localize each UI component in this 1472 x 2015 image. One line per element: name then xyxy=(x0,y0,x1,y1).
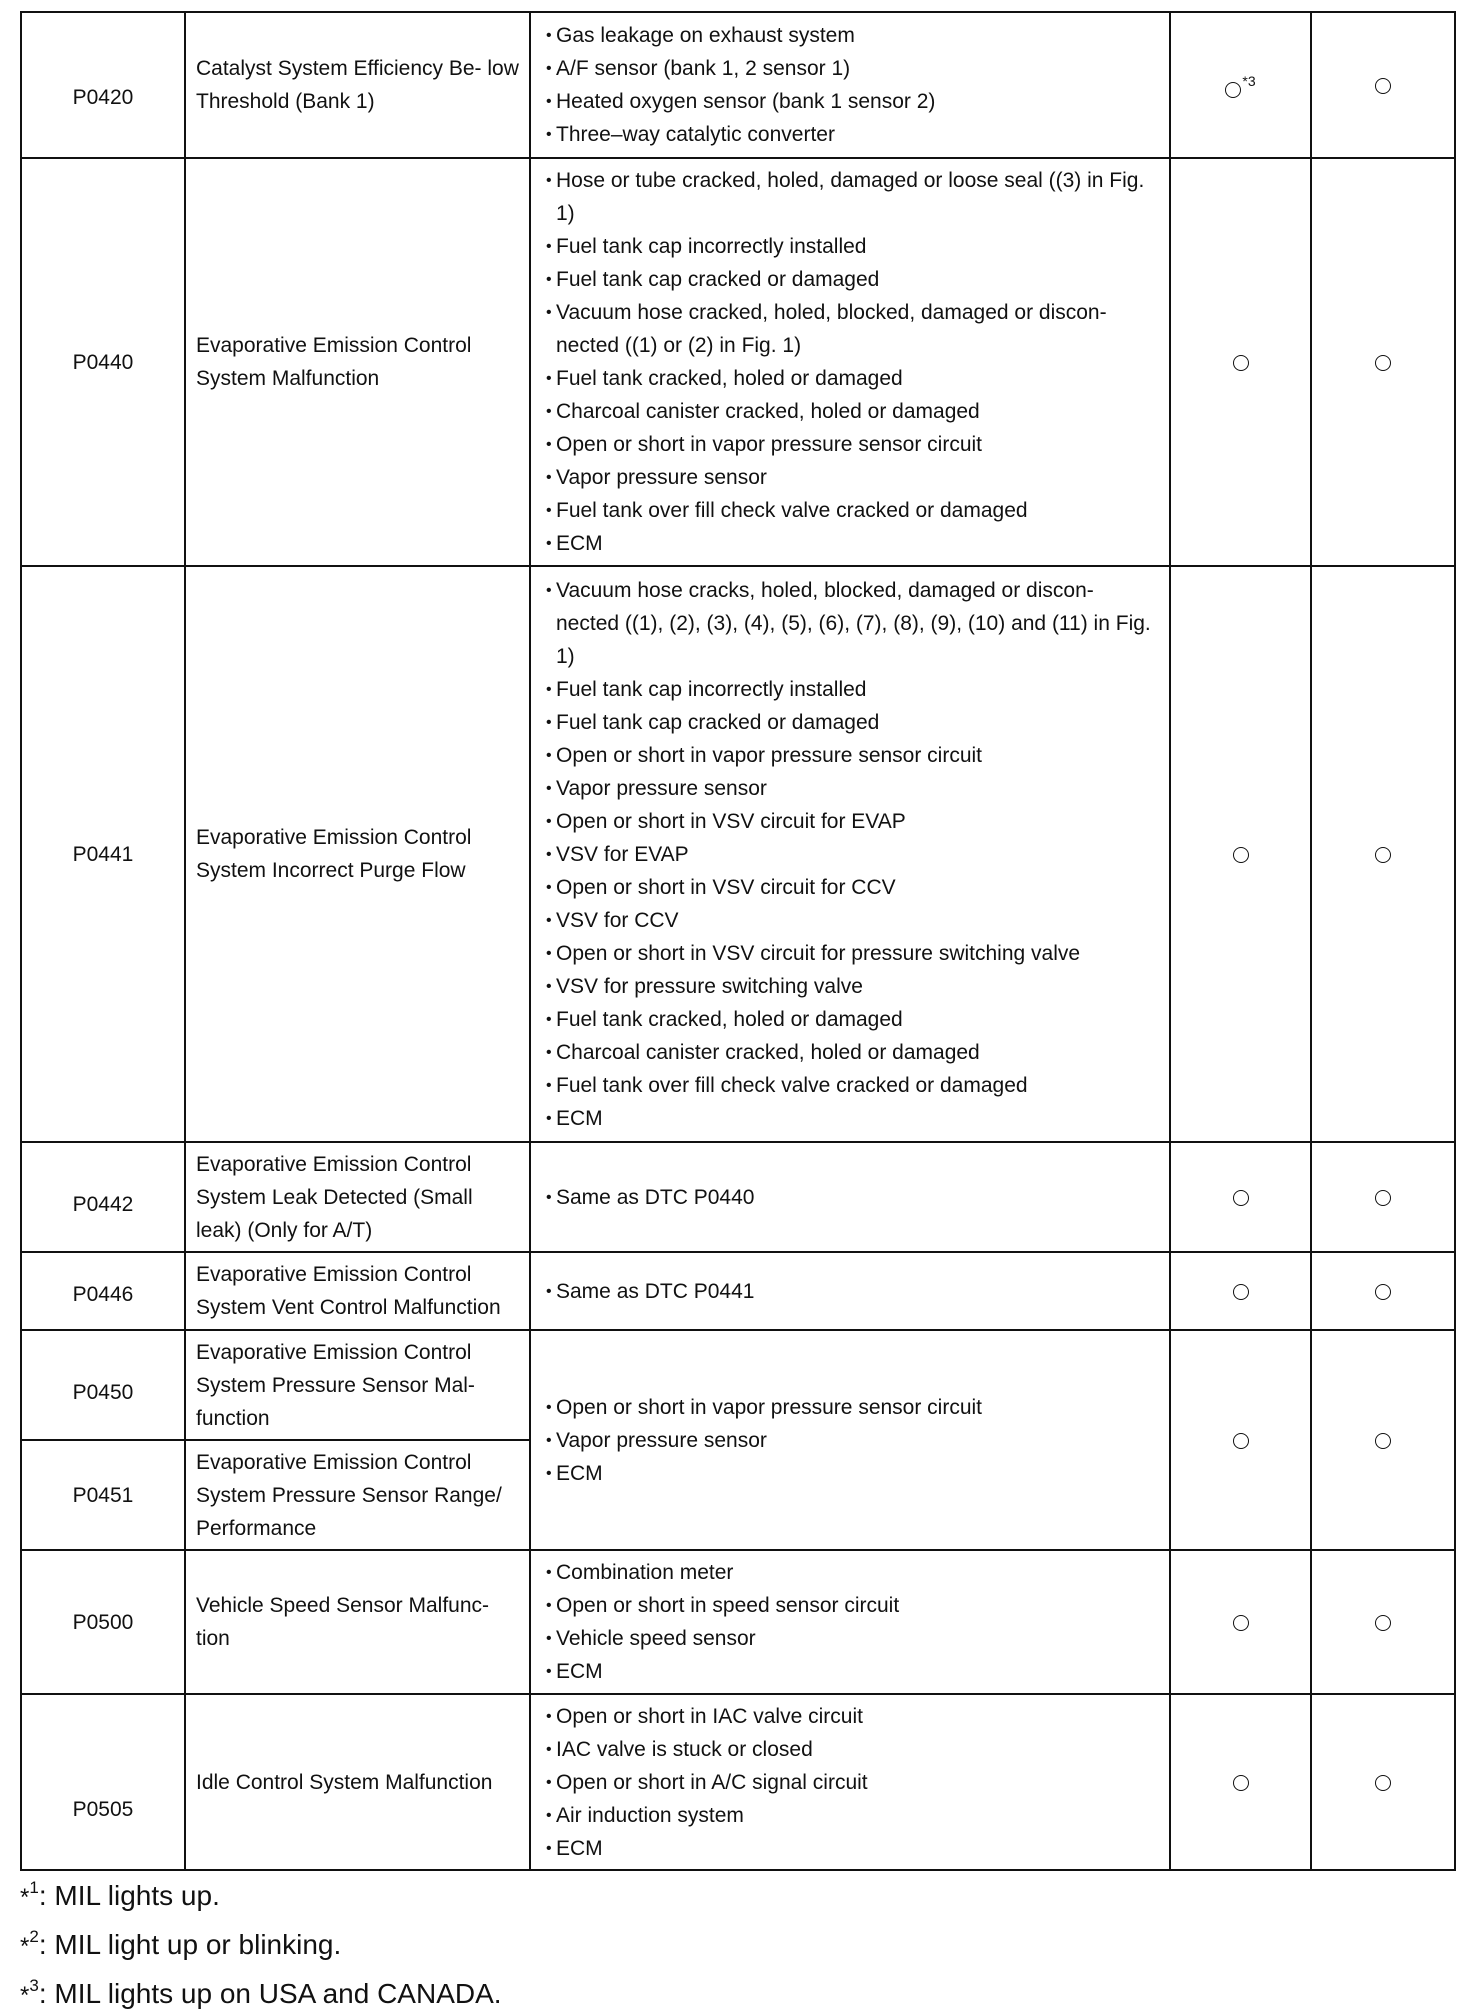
circle-icon xyxy=(1375,1190,1391,1206)
circle-icon xyxy=(1375,847,1391,863)
circle-icon xyxy=(1375,78,1391,94)
mil-cell xyxy=(1170,158,1311,566)
list-item: • VSV for pressure switching valve xyxy=(546,970,1159,1003)
memory-cell xyxy=(1311,1252,1455,1330)
detection-item: Evaporative Emission Control System Leak Detected (Small leak) (Only for A/T) xyxy=(185,1142,530,1252)
trouble-area xyxy=(530,1142,1170,1252)
detection-item: Evaporative Emission Control System Malfunction xyxy=(185,158,530,566)
list-item: • Open or short in vapor pressure sensor circuit xyxy=(546,739,1159,772)
list-item: • Open or short in vapor pressure sensor circuit xyxy=(546,428,1159,461)
footnote: *$^3$: MIL lights up on USA and CANADA. xyxy=(20,1976,502,2009)
list-item: • Vapor pressure sensor xyxy=(546,772,1159,805)
detection-item: Vehicle Speed Sensor Malfunc- tion xyxy=(185,1550,530,1694)
dtc-code: P0420 xyxy=(21,12,185,158)
list-item: • Fuel tank over fill check valve cracked or damaged xyxy=(546,1069,1159,1102)
dtc-code: P0440 xyxy=(21,158,185,566)
detection-item: Evaporative Emission Control System Vent Control Malfunction xyxy=(185,1252,530,1330)
table-row xyxy=(21,1330,1455,1440)
footnote: *$^2$: MIL light up or blinking. xyxy=(20,1927,342,1960)
circle-icon xyxy=(1375,1433,1391,1449)
list-item: • Open or short in vapor pressure sensor circuit xyxy=(546,1391,1159,1424)
mil-cell xyxy=(1170,1252,1311,1330)
circle-icon xyxy=(1233,847,1249,863)
list-item: • Air induction system xyxy=(546,1799,1159,1832)
list-item: • Heated oxygen sensor (bank 1 sensor 2) xyxy=(546,85,1159,118)
list-item: • Hose or tube cracked, holed, damaged or loose seal ((3) in Fig. 1) xyxy=(546,164,1159,230)
memory-cell xyxy=(1311,12,1455,158)
list-item: • Charcoal canister cracked, holed or damaged xyxy=(546,395,1159,428)
memory-cell xyxy=(1311,1142,1455,1252)
memory-cell xyxy=(1311,1694,1455,1870)
list-item: • ECM xyxy=(546,1457,1159,1490)
detection-item: Evaporative Emission Control System Pressure Sensor Range/ Performance xyxy=(185,1440,530,1550)
dtc-code: P0500 xyxy=(21,1550,185,1694)
list-item: • Fuel tank cap cracked or damaged xyxy=(546,263,1159,296)
trouble-area xyxy=(530,566,1170,1142)
circle-icon xyxy=(1375,1284,1391,1300)
trouble-area xyxy=(530,1550,1170,1694)
list-item: • ECM xyxy=(546,1832,1159,1865)
trouble-area xyxy=(530,158,1170,566)
detection-item: Idle Control System Malfunction xyxy=(185,1694,530,1870)
list-item: • Fuel tank cracked, holed or damaged xyxy=(546,1003,1159,1036)
memory-cell xyxy=(1311,1330,1455,1550)
list-item: • Open or short in VSV circuit for pressure switching valve xyxy=(546,937,1159,970)
dtc-code: P0451 xyxy=(21,1440,185,1550)
list-item: • Open or short in IAC valve circuit xyxy=(546,1700,1159,1733)
circle-icon xyxy=(1225,82,1241,98)
list-item: • Combination meter xyxy=(546,1556,1159,1589)
list-item: • Fuel tank cap cracked or damaged xyxy=(546,706,1159,739)
mil-cell xyxy=(1170,1330,1311,1550)
list-item: • VSV for CCV xyxy=(546,904,1159,937)
list-item: • Open or short in VSV circuit for CCV xyxy=(546,871,1159,904)
circle-icon xyxy=(1375,355,1391,371)
list-item: • A/F sensor (bank 1, 2 sensor 1) xyxy=(546,52,1159,85)
table-row xyxy=(21,12,1455,158)
circle-icon xyxy=(1375,1615,1391,1631)
table-row xyxy=(21,1550,1455,1694)
table-row xyxy=(21,1694,1455,1870)
dtc-code: P0442 xyxy=(21,1142,185,1252)
list-item: • Three–way catalytic converter xyxy=(546,118,1159,151)
mil-cell xyxy=(1170,12,1311,158)
trouble-area xyxy=(530,12,1170,158)
circle-icon xyxy=(1233,1433,1249,1449)
list-item: • ECM xyxy=(546,1655,1159,1688)
list-item: • Same as DTC P0440 xyxy=(546,1181,1159,1214)
detection-item: Evaporative Emission Control System Pressure Sensor Mal- function xyxy=(185,1330,530,1440)
list-item: • Open or short in A/C signal circuit xyxy=(546,1766,1159,1799)
list-item: • Vapor pressure sensor xyxy=(546,1424,1159,1457)
list-item: • Charcoal canister cracked, holed or damaged xyxy=(546,1036,1159,1069)
list-item: • Vehicle speed sensor xyxy=(546,1622,1159,1655)
dtc-table xyxy=(20,11,1456,1871)
mil-cell xyxy=(1170,566,1311,1142)
table-row xyxy=(21,158,1455,566)
list-item: • ECM xyxy=(546,1102,1159,1135)
circle-icon xyxy=(1233,355,1249,371)
list-item: • Fuel tank cap incorrectly installed xyxy=(546,230,1159,263)
footnote-ref: *3 xyxy=(1242,72,1256,89)
mil-cell xyxy=(1170,1694,1311,1870)
list-item: • Open or short in speed sensor circuit xyxy=(546,1589,1159,1622)
dtc-code: P0450 xyxy=(21,1330,185,1440)
list-item: • Same as DTC P0441 xyxy=(546,1275,1159,1308)
list-item: • ECM xyxy=(546,527,1159,560)
circle-icon xyxy=(1233,1190,1249,1206)
list-item: • Fuel tank over fill check valve cracked or damaged xyxy=(546,494,1159,527)
mil-cell xyxy=(1170,1142,1311,1252)
circle-icon xyxy=(1233,1284,1249,1300)
memory-cell xyxy=(1311,1550,1455,1694)
memory-cell xyxy=(1311,566,1455,1142)
list-item: • VSV for EVAP xyxy=(546,838,1159,871)
table-row xyxy=(21,1142,1455,1252)
list-item: • Vacuum hose cracks, holed, blocked, damaged or discon- nected ((1), (2), (3), (4), (5), (6), (7), (8), (9), (10) and (11) in Fig. 1) xyxy=(546,574,1159,673)
footnote: *$^1$: MIL lights up. xyxy=(20,1878,220,1911)
list-item: • Open or short in VSV circuit for EVAP xyxy=(546,805,1159,838)
list-item: • Vacuum hose cracked, holed, blocked, damaged or discon- nected ((1) or (2) in Fig. 1) xyxy=(546,296,1159,362)
list-item: • Fuel tank cracked, holed or damaged xyxy=(546,362,1159,395)
trouble-area xyxy=(530,1252,1170,1330)
dtc-code: P0441 xyxy=(21,566,185,1142)
circle-icon xyxy=(1233,1615,1249,1631)
list-item: • Vapor pressure sensor xyxy=(546,461,1159,494)
table-row xyxy=(21,1252,1455,1330)
trouble-area xyxy=(530,1694,1170,1870)
mil-cell xyxy=(1170,1550,1311,1694)
list-item: • Gas leakage on exhaust system xyxy=(546,19,1159,52)
table-row xyxy=(21,566,1455,1142)
circle-icon xyxy=(1375,1775,1391,1791)
list-item: • IAC valve is stuck or closed xyxy=(546,1733,1159,1766)
circle-icon xyxy=(1233,1775,1249,1791)
dtc-code: P0446 xyxy=(21,1252,185,1330)
trouble-area xyxy=(530,1330,1170,1550)
dtc-code: P0505 xyxy=(21,1694,185,1870)
detection-item: Catalyst System Efficiency Be- low Threshold (Bank 1) xyxy=(185,12,530,158)
footnotes xyxy=(20,1868,502,2015)
list-item: • Fuel tank cap incorrectly installed xyxy=(546,673,1159,706)
memory-cell xyxy=(1311,158,1455,566)
detection-item: Evaporative Emission Control System Incorrect Purge Flow xyxy=(185,566,530,1142)
